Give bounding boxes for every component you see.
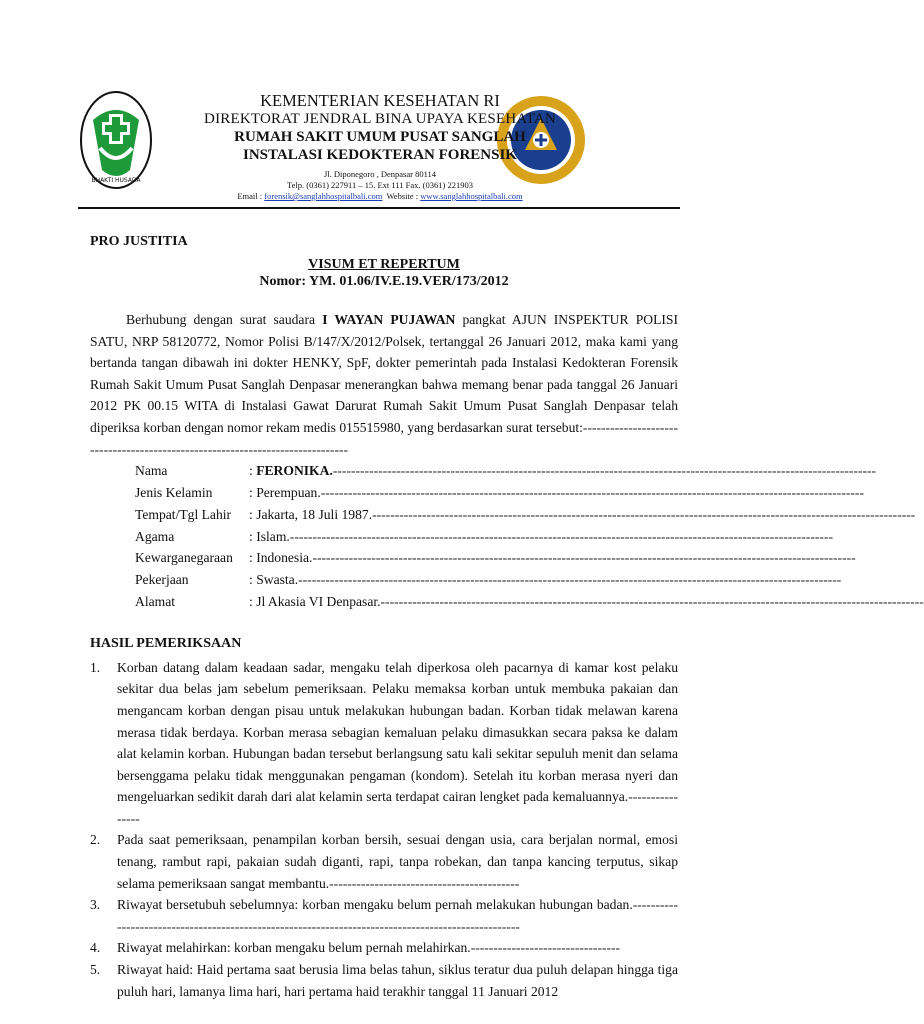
identity-label: Jenis Kelamin [135, 484, 213, 500]
document-number: Nomor: YM. 01.06/IV.E.19.VER/173/2012 [259, 274, 509, 289]
hasil-item-text: Pada saat pemeriksaan, penampilan korban bersih, sesuai dengan usia, cara berjalan normal, emosi tenang, rambut rapi, pakaian sudah diganti, rapi, tanpa robekan, dan tanpa kancing terputus, sikap selama pemeriksaan sangat membantu. [117, 832, 678, 891]
letterhead [0, 0, 768, 215]
identity-value: : Swasta.------------------------------------------------------------------------------------------------------------------------ [249, 572, 842, 588]
identity-row [135, 569, 842, 591]
hasil-item: 1. Korban datang dalam keadaan sadar, mengaku telah diperkosa oleh pacarnya di kamar kost pelaku sekitar dua belas jam sebelum pemeriksaan. Pelaku memaksa korban untuk membuka pakaian dan mengancam korban dengan pisau untuk melakukan hubungan badan. Korban tidak melawan karena merasa tidak berdaya. Korban merasa sebagian kemaluan pelaku dimasukkan secara paksa ke dalam alat kelamin korban. Hubungan badan tersebut berlangsung satu kali sekitar sepuluh menit dan selama bersenggama pelaku tidak menggunakan pengaman (kondom). Setelah itu korban merasa nyeri dan mengeluarkan sedikit darah dari alat kelamin serta terdapat cairan lengket pada kemaluannya.---------------- [90, 657, 678, 830]
directorate-name: DIREKTORAT JENDRAL BINA UPAYA KESEHATAN [204, 111, 556, 127]
intro-paragraph: Berhubung dengan surat saudara I WAYAN PUJAWAN pangkat AJUN INSPEKTUR POLISI SATU, NRP 58120772, Nomor Polisi B/147/X/2012/Polsek, tertanggal 26 Januari 2012, maka kami yang bertanda tangan dibawah ini dokter HENKY, SpF, dokter pemerintah pada Instalasi Kedokteran Forensik Rumah Sakit Umum Pusat Sanglah Denpasar menerangkan bahwa memang benar pada tanggal 26 Januari 2012 PK 00.15 WITA di Instalasi Gawat Darurat Rumah Sakit Umum Pusat Sanglah Denpasar telah diperiksa korban dengan nomor rekam medis 015515980, yang berdasarkan surat tersebut:------------------------------------------------------------------------------ [90, 312, 678, 457]
hasil-item-text: Korban datang dalam keadaan sadar, mengaku telah diperkosa oleh pacarnya di kamar kost pelaku sekitar dua belas jam sebelum pemeriksaan. Pelaku memaksa korban untuk membuka pakaian dan mengancam korban dengan pisau untuk melakukan hubungan badan. Korban tidak melawan karena merasa tidak berdaya. Korban merasa sebagian kemaluan pelaku dimasukkan secara paksa ke dalam alat kelamin korban. Hubungan badan tersebut berlangsung satu kali sekitar sepuluh menit dan selama bersenggama pelaku tidak menggunakan pengaman (kondom). Setelah itu korban merasa nyeri dan mengeluarkan sedikit darah dari alat kelamin serta terdapat cairan lengket pada kemaluannya. [117, 659, 678, 805]
header-rule [78, 207, 680, 209]
identity-value: : Indonesia.------------------------------------------------------------------------------------------------------------------------ [249, 550, 856, 566]
document-body [90, 232, 924, 1002]
hasil-item: 3. Riwayat bersetubuh sebelumnya: korban mengaku belum pernah melakukan hubungan badan.--------------------------------------------------------------------------------------------------- [90, 894, 678, 937]
contact-line: Email : forensik@sanglahhospitalbali.com Website : www.sanglahhospitalbali.com [237, 191, 523, 201]
website-link[interactable]: www.sanglahhospitalbali.com [420, 191, 523, 201]
identity-row [135, 482, 864, 504]
identity-row [135, 526, 834, 548]
identity-table [135, 460, 924, 613]
identity-value: : FERONIKA.------------------------------------------------------------------------------------------------------------------------ [249, 463, 877, 479]
hasil-item: 2. Pada saat pemeriksaan, penampilan korban bersih, sesuai dengan usia, cara berjalan normal, emosi tenang, rambut rapi, pakaian sudah diganti, rapi, tanpa robekan, dan tanpa kancing terputus, sikap selama pemeriksaan sangat membantu.------------------------------------------ [90, 829, 678, 894]
identity-label: Kewarganegaraan [135, 550, 233, 566]
email-link[interactable]: forensik@sanglahhospitalbali.com [264, 191, 383, 201]
bhakti-husada-logo-icon [78, 90, 154, 194]
identity-value: : Perempuan.------------------------------------------------------------------------------------------------------------------------ [249, 484, 864, 500]
svg-text:BHAKTI HUSADA: BHAKTI HUSADA [91, 177, 141, 184]
identity-label: Tempat/Tgl Lahir [135, 506, 232, 522]
hasil-item-text: Riwayat haid: Haid pertama saat berusia lima belas tahun, siklus teratur dua puluh delapan hingga tiga puluh hari, lamanya lima hari, hari pertama haid terakhir tanggal 11 Januari 2012 [117, 962, 678, 999]
identity-label: Nama [135, 463, 168, 479]
hasil-list [90, 657, 678, 1003]
hasil-item-text: Riwayat bersetubuh sebelumnya: korban mengaku belum pernah melakukan hubungan badan. [117, 897, 633, 913]
hasil-item [90, 959, 678, 1002]
identity-row [135, 547, 856, 569]
identity-row [135, 460, 877, 482]
identity-value: : Islam.------------------------------------------------------------------------------------------------------------------------ [249, 528, 834, 544]
hasil-item-number: 2. [90, 832, 101, 848]
identity-label: Agama [135, 528, 175, 544]
ministry-name: KEMENTERIAN KESEHATAN RI [260, 91, 500, 110]
identity-row [135, 591, 924, 613]
hasil-item-number: 3. [90, 897, 101, 913]
identity-label: Alamat [135, 593, 176, 609]
hasil-item-number: 5. [90, 962, 101, 978]
identity-value: : Jakarta, 18 Juli 1987.------------------------------------------------------------------------------------------------------------------------ [249, 506, 916, 522]
hasil-item-number: 4. [90, 940, 101, 956]
identity-row [135, 504, 916, 526]
hospital-name: RUMAH SAKIT UMUM PUSAT SANGLAH [234, 129, 526, 145]
identity-value: : Jl Akasia VI Denpasar.------------------------------------------------------------------------------------------------------------------------ [249, 593, 924, 609]
hasil-item-text: Riwayat melahirkan: korban mengaku belum pernah melahirkan. [117, 940, 471, 956]
hasil-item-number: 1. [90, 659, 101, 675]
hasil-item: 4. Riwayat melahirkan: korban mengaku belum pernah melahirkan.--------------------------------- [90, 937, 678, 959]
phone: Telp. (0361) 227911 – 15. Ext 111 Fax. (0361) 221903 [287, 180, 473, 190]
hasil-heading: HASIL PEMERIKSAAN [90, 635, 242, 651]
identity-label: Pekerjaan [135, 572, 189, 588]
document-title: VISUM ET REPERTUM [308, 257, 460, 272]
installation-name: INSTALASI KEDOKTERAN FORENSIK [243, 147, 517, 163]
address: Jl. Diponegoro , Denpasar 80114 [323, 169, 437, 179]
pro-justitia: PRO JUSTITIA [90, 234, 188, 249]
